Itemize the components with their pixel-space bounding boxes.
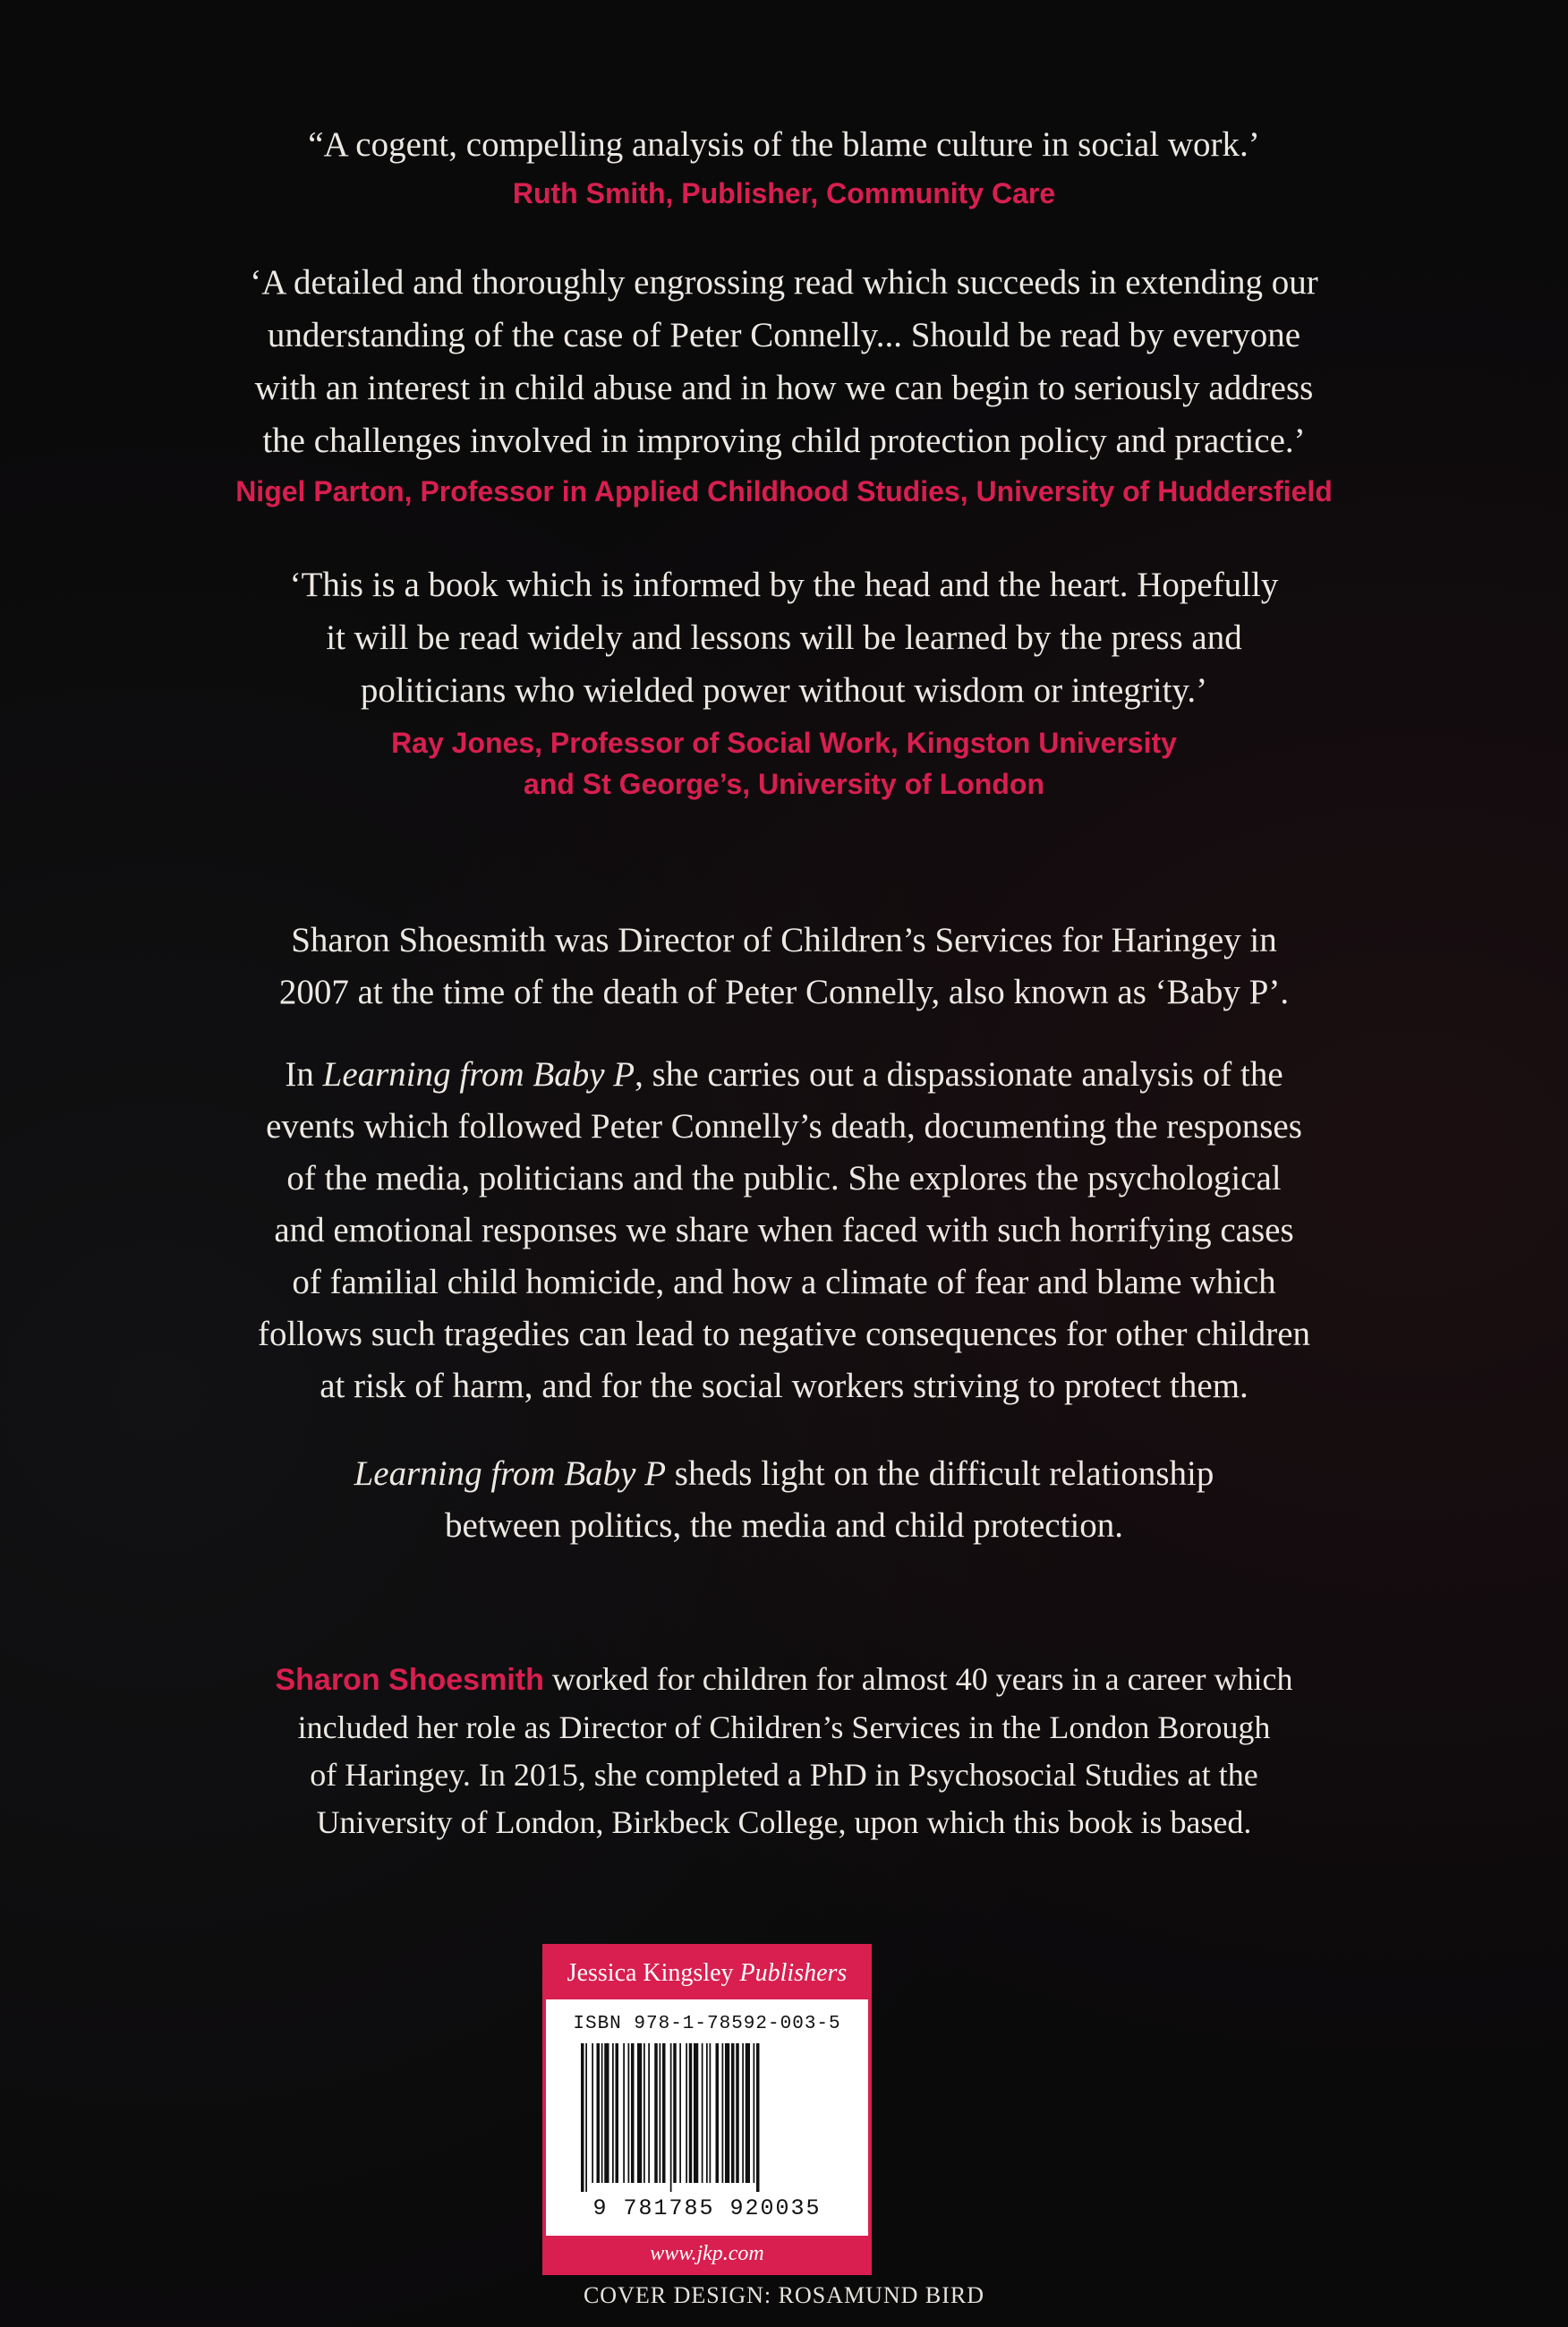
barcode-bar <box>731 2043 735 2183</box>
review-quote-3 <box>0 558 1568 805</box>
barcode-bar <box>637 2043 642 2183</box>
barcode-bar <box>736 2043 739 2183</box>
bio-line-4: University of London, Birkbeck College, upon which this book is based. <box>316 1804 1252 1840</box>
quote-1-attribution: Ruth Smith, Publisher, Community Care <box>512 177 1056 209</box>
barcode-bar <box>592 2043 593 2183</box>
barcode-panel <box>542 1944 872 2275</box>
publisher-suffix: Publishers <box>739 1959 848 1987</box>
description-p2-line-2: events which followed Peter Connelly’s death, documenting the responses <box>266 1107 1302 1146</box>
publisher-name: Jessica Kingsley <box>567 1959 734 1987</box>
quote-3-attribution-line-1: Ray Jones, Professor of Social Work, Kingston University <box>391 727 1177 759</box>
cover-design-credit: COVER DESIGN: ROSAMUND BIRD <box>583 2282 985 2308</box>
barcode-bar <box>673 2043 677 2183</box>
publisher-website: www.jkp.com <box>546 2236 868 2272</box>
quote-2-line-1: ‘A detailed and thoroughly engrossing read which succeeds in extending our <box>250 263 1318 302</box>
barcode-bar <box>679 2043 681 2183</box>
barcode-bar <box>601 2043 603 2183</box>
description-p2-line-4: and emotional responses we share when faced with such horrifying cases <box>274 1211 1294 1249</box>
barcode-bar <box>670 2043 672 2192</box>
description-p2-line-6: follows such tragedies can lead to negative consequences for other children <box>257 1315 1311 1353</box>
barcode-bar <box>746 2043 750 2183</box>
description-p1-line-2: 2007 at the time of the death of Peter Connelly, also known as ‘Baby P’. <box>278 973 1290 1011</box>
barcode-bar <box>710 2043 712 2183</box>
description-p2-line-1 <box>0 1049 1568 1101</box>
author-bio <box>0 1656 1568 1846</box>
description-p3-line-2: between politics, the media and child protection. <box>444 1506 1124 1545</box>
barcode-bar <box>694 2043 698 2183</box>
barcode-bar <box>722 2043 724 2183</box>
description-p2-intro: In <box>285 1055 323 1094</box>
description-paragraph-2 <box>0 1049 1568 1412</box>
barcode-bar <box>585 2043 587 2192</box>
description-p3-first-rest: sheds light on the difficult relationship <box>666 1454 1214 1493</box>
quote-2-line-2: understanding of the case of Peter Connelly... Should be read by everyone <box>267 316 1301 354</box>
quote-2-line-3: with an interest in child abuse and in how we can begin to seriously address <box>254 369 1314 407</box>
barcode-graphic <box>577 2043 837 2192</box>
description-p2-line-7: at risk of harm, and for the social workers striving to protect them. <box>320 1367 1248 1405</box>
description-p1-line-1: Sharon Shoesmith was Director of Children’s Services for Haringey in <box>291 921 1277 959</box>
author-name: Sharon Shoesmith <box>275 1663 544 1697</box>
bio-line-3: of Haringey. In 2015, she completed a PhD in Psychosocial Studies at the <box>310 1757 1258 1793</box>
description-paragraph-3 <box>0 1448 1568 1552</box>
barcode-bar <box>581 2043 584 2192</box>
quote-2-attribution: Nigel Parton, Professor in Applied Childhood Studies, University of Huddersfield <box>235 475 1333 507</box>
barcode-bar <box>702 2043 703 2183</box>
barcode-bar <box>756 2043 760 2192</box>
quote-3-attribution-line-2: and St George’s, University of London <box>524 768 1044 800</box>
book-title: Learning from Baby P <box>354 1454 667 1493</box>
barcode-bar <box>754 2043 755 2183</box>
quote-1-line-1: “A cogent, compelling analysis of the blame culture in social work.’ <box>308 125 1260 164</box>
barcode-bar <box>654 2043 658 2183</box>
barcode-bar <box>597 2043 601 2183</box>
barcode-bar <box>662 2043 666 2183</box>
review-quote-2 <box>0 256 1568 512</box>
barcode-bar <box>612 2043 614 2183</box>
quote-3-line-2: it will be read widely and lessons will be learned by the press and <box>326 618 1242 657</box>
barcode-bar <box>686 2043 687 2183</box>
barcode-bar <box>660 2043 661 2183</box>
barcode-bar <box>643 2043 645 2183</box>
description-p2-first-rest: , she carries out a dispassionate analysis of the <box>635 1055 1283 1094</box>
barcode-bar <box>628 2043 630 2183</box>
barcode-bar <box>742 2043 744 2183</box>
barcode-bar <box>631 2043 635 2183</box>
barcode-bar <box>604 2043 609 2183</box>
barcode-bar <box>706 2043 708 2183</box>
description-p3-line-1 <box>0 1448 1568 1500</box>
barcode-digits: 9 781785 920035 <box>592 2195 822 2221</box>
description-paragraph-1 <box>0 915 1568 1019</box>
bio-first-rest: worked for children for almost 40 years in a career which <box>543 1661 1293 1697</box>
description-p2-line-5: of familial child homicide, and how a climate of fear and blame which <box>292 1263 1276 1301</box>
barcode-bar <box>689 2043 693 2183</box>
barcode-bar <box>623 2043 625 2183</box>
isbn-label: ISBN 978-1-78592-003-5 <box>573 2014 841 2034</box>
bio-line-1 <box>0 1656 1568 1704</box>
barcode-bar <box>716 2043 720 2183</box>
barcode-bar <box>725 2043 729 2183</box>
quote-3-line-3: politicians who wielded power without wisdom or integrity.’ <box>360 671 1208 710</box>
description-p2-line-3: of the media, politicians and the public. She explores the psychological <box>286 1159 1282 1198</box>
quote-2-line-4: the challenges involved in improving child protection policy and practice.’ <box>262 422 1306 460</box>
barcode-bar <box>616 2043 619 2183</box>
quote-3-line-1: ‘This is a book which is informed by the head and the heart. Hopefully <box>289 566 1279 604</box>
review-quote-1 <box>0 118 1568 214</box>
book-title: Learning from Baby P <box>322 1055 635 1094</box>
barcode-bar <box>648 2043 650 2183</box>
bio-line-2: included her role as Director of Children’s Services in the London Borough <box>297 1709 1271 1745</box>
publisher-banner <box>546 1948 868 1999</box>
